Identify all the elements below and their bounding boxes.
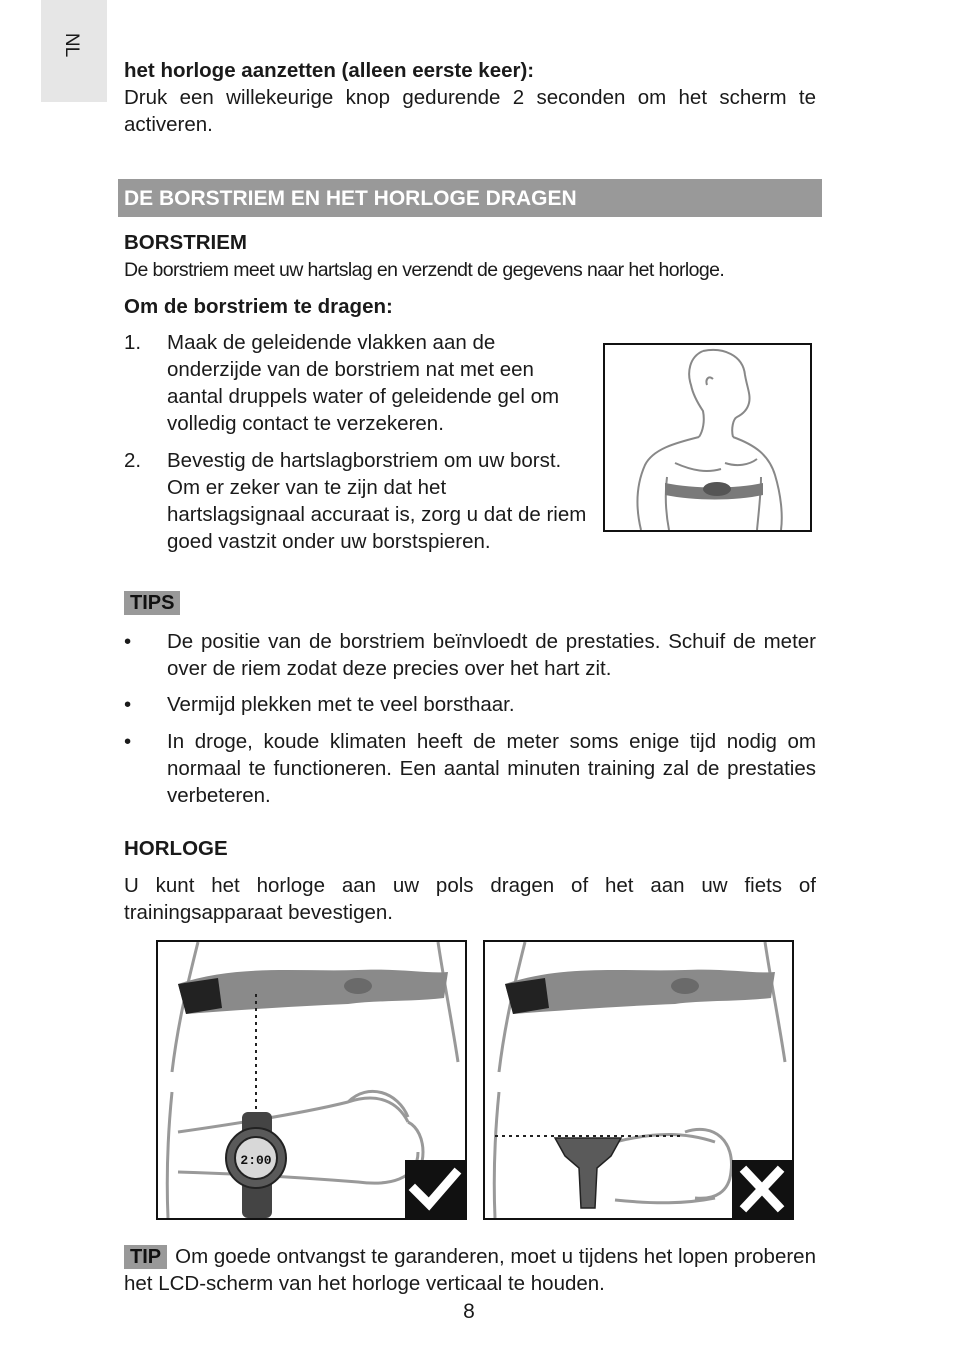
borstriem-subheading: Om de borstriem te dragen: xyxy=(124,295,393,318)
page-number: 8 xyxy=(463,1300,475,1323)
language-tab-label: NL xyxy=(61,32,83,58)
tip-text: Om goede ontvangst te garanderen, moet u tijdens het lopen proberen het LCD-scherm van het horloge verticaal te houden. xyxy=(124,1245,816,1295)
checkmark-icon xyxy=(405,1160,465,1218)
cross-icon xyxy=(732,1160,792,1218)
language-tab xyxy=(41,0,107,102)
tip-item-2 xyxy=(124,691,816,718)
incorrect-wearing-illustration xyxy=(483,940,794,1220)
tip-label: TIP xyxy=(124,1245,167,1269)
tip-item-3 xyxy=(124,728,816,809)
step-2 xyxy=(124,447,587,555)
tip-text: In droge, koude klimaten heeft de meter soms enige tijd nodig om normaal te functioneren. Een aantal minuten training zal de prestaties verbeteren. xyxy=(167,730,816,807)
tip-text: De positie van de borstriem beïnvloedt de prestaties. Schuif de meter over de riem zodat deze precies over het hart zit. xyxy=(167,630,816,680)
horloge-heading: HORLOGE xyxy=(124,837,228,860)
horloge-body: U kunt het horloge aan uw pols dragen of het aan uw fiets of trainingsapparaat bevestigen. xyxy=(124,874,816,924)
chest-strap-illustration xyxy=(603,343,812,532)
tips-label: TIPS xyxy=(124,591,180,615)
borstriem-body: De borstriem meet uw hartslag en verzendt de gegevens naar het horloge. xyxy=(124,259,725,281)
tip-item-1 xyxy=(124,628,816,682)
person-wearing-strap-figure xyxy=(605,345,810,530)
step-number: 2. xyxy=(124,449,142,472)
step-number: 1. xyxy=(124,331,142,354)
intro-body: Druk een willekeurige knop gedurende 2 seconden om het scherm te activeren. xyxy=(124,86,816,136)
tip-paragraph xyxy=(124,1243,816,1297)
borstriem-heading: BORSTRIEM xyxy=(124,231,247,254)
bullet: • xyxy=(124,730,132,753)
bullet: • xyxy=(124,630,132,653)
step-text: Bevestig de hartslagborstriem om uw borst. Om er zeker van te zijn dat het hartslagsignaal accuraat is, zorg u dat de riem goed vastzit onder uw borstspieren. xyxy=(167,449,587,553)
correct-wearing-illustration xyxy=(156,940,467,1220)
tip-text: Vermijd plekken met te veel borsthaar. xyxy=(167,693,515,716)
step-text: Maak de geleidende vlakken aan de onderzijde van de borstriem nat met een aantal druppels water of geleidende gel om volledig contact te verzekeren. xyxy=(167,331,560,435)
step-1 xyxy=(124,329,584,437)
section-title: DE BORSTRIEM EN HET HORLOGE DRAGEN xyxy=(118,179,822,217)
bullet: • xyxy=(124,693,132,716)
intro-heading: het horloge aanzetten (alleen eerste keer): xyxy=(124,59,535,82)
watch-display-text: 2:00 xyxy=(240,1153,272,1168)
